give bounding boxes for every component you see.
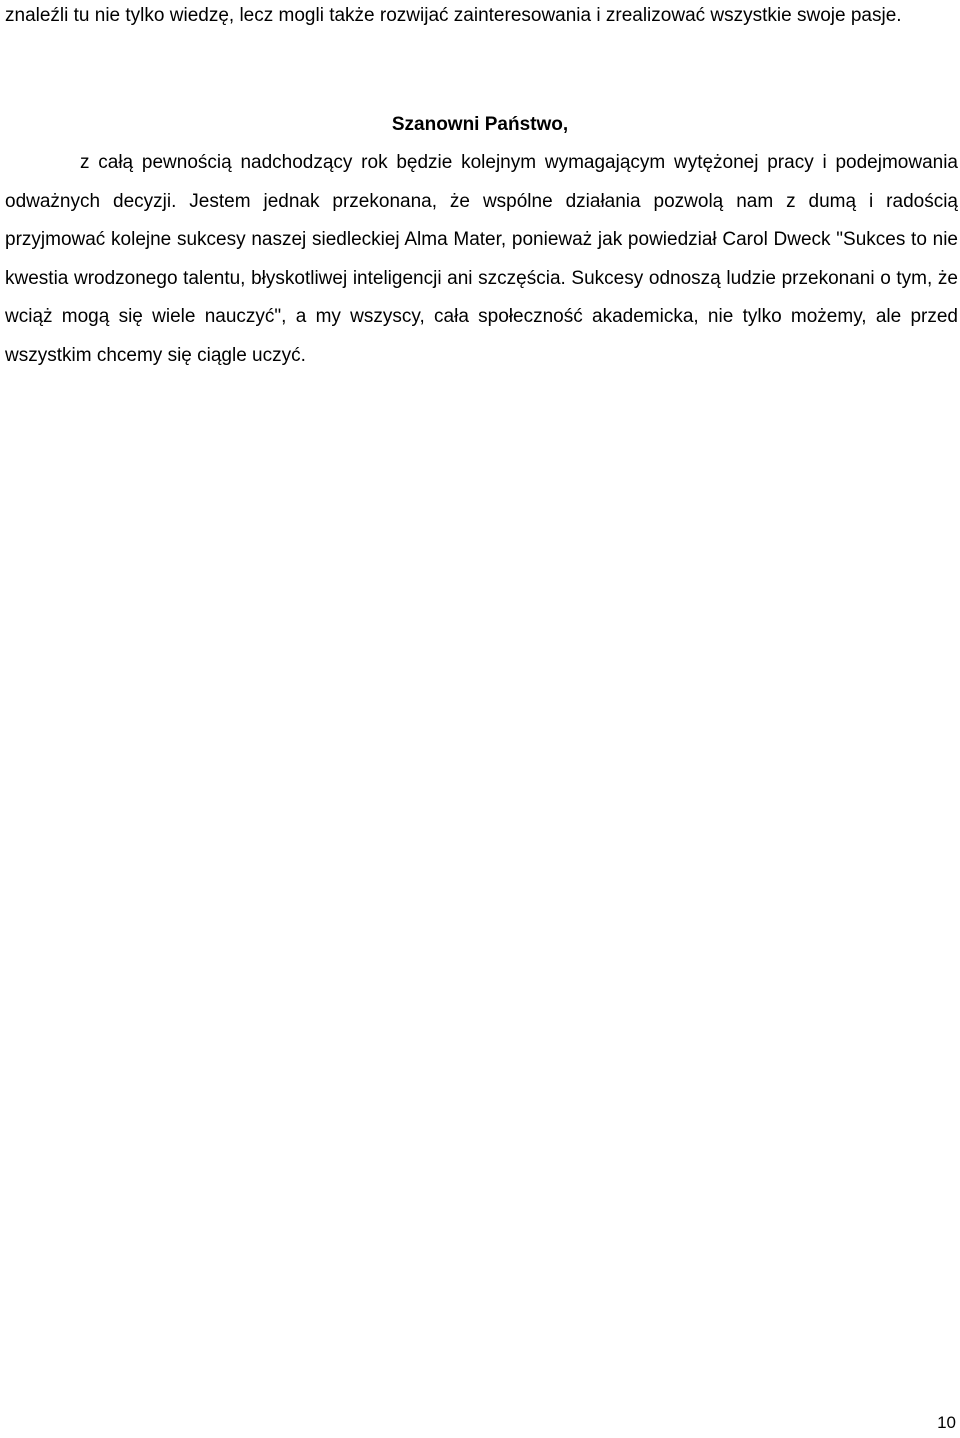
salutation-heading: Szanowni Państwo, xyxy=(391,114,569,135)
paragraph-main: z całą pewnością nadchodzący rok będzie kolejnym wymagającym wytężonej pracy i podejmowania odważnych decyzji. Jestem jednak przekonana, że wspólne działania pozwolą nam z dumą i radością przyjmować kolejne sukcesy naszej siedleckiej Alma Mater, ponieważ jak powiedział Carol Dweck "Sukces to nie kwestia wrodzonego talentu, błyskotliwej inteligencji ani szczęścia. Sukcesy odnoszą ludzie przekonani o tym, że wciąż mogą się wiele nauczyć", a my wszyscy, cała społeczność akademicka, nie tylko możemy, ale przed wszystkim chcemy się ciągle uczyć. xyxy=(5,152,958,366)
paragraph-continuation: znaleźli tu nie tylko wiedzę, lecz mogli także rozwijać zainteresowania i zrealizować wszystkie swoje pasje. xyxy=(5,5,902,26)
page-number: 10 xyxy=(937,1413,956,1432)
